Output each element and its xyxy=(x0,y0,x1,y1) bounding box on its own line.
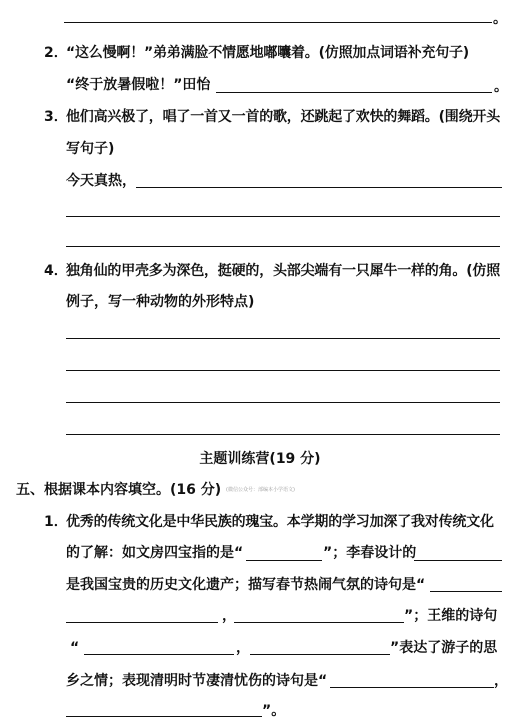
question-text: 是我国宝贵的历史文化遗产；描写春节热闹气氛的诗句是“ xyxy=(66,577,426,593)
punctuation: “ xyxy=(70,640,80,656)
question-text: “这么慢啊！”弟弟满脸不情愿地嘟囔着。(仿照加点词语补充句子) xyxy=(66,45,469,61)
question-number: 4． xyxy=(44,263,68,279)
blank-spring-festival-poem-a xyxy=(66,622,218,623)
question-text: ”；王维的诗句 xyxy=(404,608,498,624)
source-note: (微信公众号：部编本小学语文) xyxy=(226,487,295,493)
question-text: 的了解：如文房四宝指的是“ xyxy=(66,545,244,561)
answer-line xyxy=(66,216,500,217)
question-number: 1． xyxy=(44,514,68,530)
line-end-mark: 。 xyxy=(493,11,507,27)
question-text: ”表达了游子的思 xyxy=(390,640,498,656)
question-number: 3． xyxy=(44,109,68,125)
answer-prefix: 今天真热， xyxy=(66,173,136,189)
question-number: 2． xyxy=(44,45,68,61)
blank-wang-wei-poem-b xyxy=(250,654,390,655)
punctuation: ， xyxy=(222,608,236,624)
answer-line xyxy=(66,370,500,371)
section-title: 主题训练营(19 分) xyxy=(199,451,321,467)
blank-spring-festival-poem xyxy=(430,591,502,592)
question-text: 乡之情；表现清明时节凄清忧伤的诗句是“ xyxy=(66,673,328,689)
answer-line xyxy=(66,246,500,247)
answer-line xyxy=(66,402,500,403)
question-text: ”；李春设计的 xyxy=(323,545,417,561)
blank-spring-festival-poem-b xyxy=(234,622,404,623)
question-text: 写句子) xyxy=(66,141,115,157)
answer-line xyxy=(136,187,502,188)
line-end-mark: 。 xyxy=(494,79,508,95)
answer-prefix: “终于放暑假啦！”田怡 xyxy=(66,77,211,93)
blank-four-treasures xyxy=(246,560,322,561)
question-text: ”。 xyxy=(262,703,286,719)
section-heading-text: 五、根据课本内容填空。(16 分) xyxy=(16,482,222,498)
blank-qingming-poem-a xyxy=(330,687,494,688)
punctuation: ， xyxy=(494,673,508,689)
answer-line xyxy=(66,434,500,435)
section-heading xyxy=(16,481,295,499)
answer-line xyxy=(64,22,492,23)
question-text: 优秀的传统文化是中华民族的瑰宝。本学期的学习加深了我对传统文化 xyxy=(66,514,494,530)
question-text: 独角仙的甲壳多为深色，挺硬的，头部尖端有一只犀牛一样的角。(仿照 xyxy=(66,263,500,279)
answer-line xyxy=(66,338,500,339)
answer-line xyxy=(216,92,492,93)
blank-qingming-poem-b xyxy=(66,716,262,717)
question-text: 例子，写一种动物的外形特点) xyxy=(66,294,255,310)
question-text: 他们高兴极了，唱了一首又一首的歌，还跳起了欢快的舞蹈。(围绕开头 xyxy=(66,109,500,125)
blank-li-chun-design xyxy=(414,560,502,561)
blank-wang-wei-poem-a xyxy=(84,654,234,655)
punctuation: ， xyxy=(236,640,250,656)
